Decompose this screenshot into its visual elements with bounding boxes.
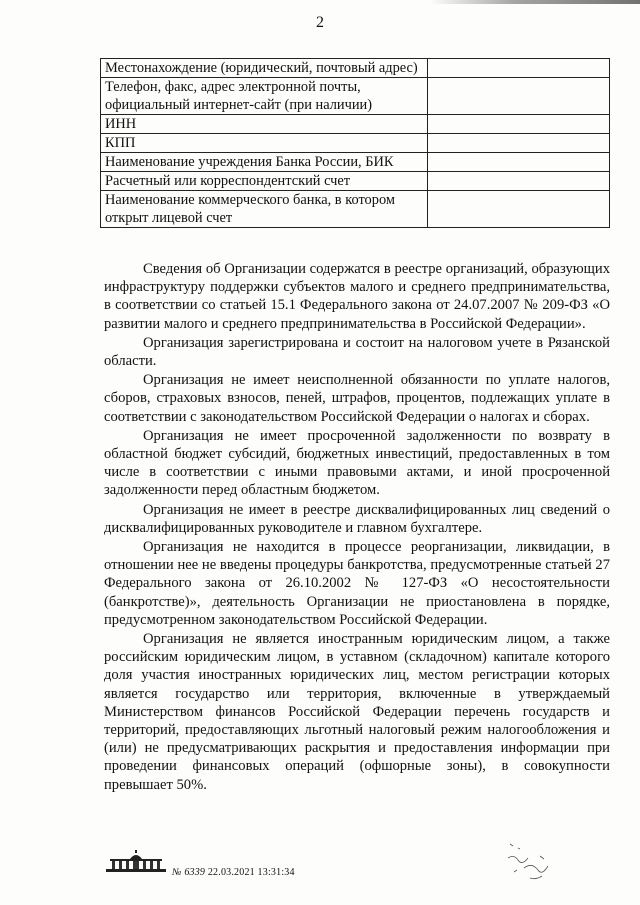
table-row-label: Расчетный или корреспондентский счет (101, 172, 428, 191)
scan-edge-shadow (430, 0, 640, 4)
body-paragraph: Организация не имеет неисполненной обязанности по уплате налогов, сборов, страховых взносов, пеней, штрафов, процентов, подлежащих уплате в соответствии с законодательством Российской Федерации о налогах и сборах. (104, 372, 610, 425)
table-row-value (428, 115, 610, 134)
table-row-label: Наименование коммерческого банка, в котором открыт лицевой счет (101, 191, 428, 228)
table-row-label: ИНН (101, 115, 428, 134)
doc-timestamp: 22.03.2021 13:31:34 (207, 867, 295, 878)
table-row-label: КПП (101, 134, 428, 153)
body-paragraph: Сведения об Организации содержатся в реестре организаций, образующих инфраструктуру поддержки субъектов малого и среднего предпринимательства, в соответствии со статьей 15.1 Федерального закона от 24.07.2007 № 209-ФЗ «О развитии малого и среднего предпринимательства в Российской Федерации». (104, 261, 610, 332)
signature-mark (500, 838, 560, 888)
table-row (101, 115, 610, 134)
table-row-value (428, 153, 610, 172)
table-row-value (428, 172, 610, 191)
table-row (101, 153, 610, 172)
page-number: 2 (316, 14, 324, 31)
table-row (101, 172, 610, 191)
table-row-label: Местонахождение (юридический, почтовый адрес) (101, 59, 428, 78)
table-row (101, 78, 610, 115)
table-row-value (428, 191, 610, 228)
doc-number: № 6339 (172, 867, 206, 878)
body-paragraph: Организация зарегистрирована и состоит на налоговом учете в Рязанской области. (104, 334, 610, 370)
table-row (101, 134, 610, 153)
document-registration-stamp (172, 867, 295, 879)
document-body (104, 260, 610, 795)
table-row (101, 59, 610, 78)
table-row-value (428, 59, 610, 78)
government-building-logo-icon (104, 850, 168, 874)
organization-info-table (100, 58, 610, 228)
table-row-label: Наименование учреждения Банка России, БИК (101, 153, 428, 172)
table-row-value (428, 78, 610, 115)
table-row (101, 191, 610, 228)
table-row-value (428, 134, 610, 153)
body-paragraph: Организация не имеет в реестре дисквалифицированных лиц сведений о дисквалифицированных руководителе и главном бухгалтере. (104, 501, 610, 536)
body-paragraph: Организация не является иностранным юридическим лицом, а также российским юридическим лицом, в уставном (складочном) капитале которого доля участия иностранных юридических лиц, местом регистрации которых является государство или территория, включенные в утверждаемый Министерством финансов Российской Федерации перечень государств и территорий, предоставляющих льготный налоговый режим налогообложения и (или) не предусматривающих раскрытия и предоставления информации при проведении финансовых операций (офшорные зоны), в совокупности превышает 50%. (104, 631, 610, 793)
body-paragraph: Организация не находится в процессе реорганизации, ликвидации, в отношении нее не введены процедуры банкротства, предусмотренные статьей 27 Федерального закона от 26.10.2002 № 127-ФЗ «О несостоятельности (банкротстве)», деятельность Организации не приостановлена в порядке, предусмотренном законодательством Российской Федерации. (104, 539, 610, 628)
table-row-label: Телефон, факс, адрес электронной почты, официальный интернет-сайт (при наличии) (101, 78, 428, 115)
body-paragraph: Организация не имеет просроченной задолженности по возврату в областной бюджет субсидий, бюджетных инвестиций, предоставленных в том числе в соответствии с иными правовыми актами, и иной просроченной задолженности перед областным бюджетом. (104, 427, 610, 499)
